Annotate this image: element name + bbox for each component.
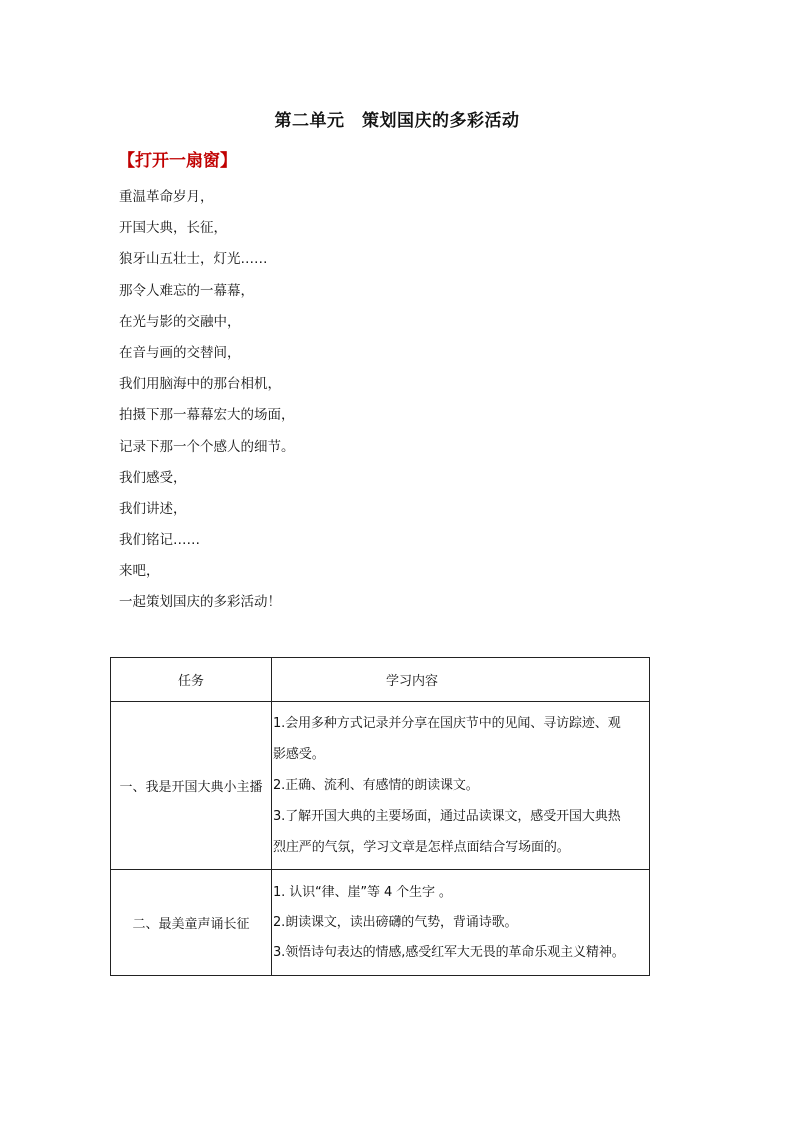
- poem-line: 重温革命岁月，: [119, 189, 214, 205]
- content-cell: [272, 870, 650, 976]
- poem-line: 我们铭记……: [119, 532, 200, 549]
- table-header-row: [111, 658, 650, 702]
- table-row: [111, 702, 650, 870]
- task-cell: 二、最美童声诵长征: [111, 870, 272, 976]
- tasks-table: [110, 657, 650, 976]
- content-line: 影感受。: [273, 747, 325, 762]
- content-line: 2.朗读课文，读出磅礴的气势，背诵诗歌。: [273, 914, 518, 930]
- poem: [119, 182, 295, 619]
- poem-line: 一起策划国庆的多彩活动！: [119, 594, 281, 611]
- page-title: 第二单元 策划国庆的多彩活动: [274, 111, 520, 131]
- content-line: 1. 认识“律、崖”等 4 个生字 。: [273, 884, 452, 900]
- section-heading: 【打开一扇窗】: [118, 151, 237, 171]
- content-line: 3.领悟诗句表达的情感,感受红军大无畏的革命乐观主义精神。: [273, 944, 625, 960]
- poem-line: 我们感受，: [119, 469, 187, 486]
- poem-line: 拍摄下那一幕幕宏大的场面，: [119, 407, 295, 424]
- content-cell: [272, 702, 650, 870]
- poem-line: 在音与画的交替间，: [119, 344, 241, 361]
- content-line: 2.正确、流利、有感情的朗读课文。: [273, 778, 479, 793]
- content-line: 1.会用多种方式记录并分享在国庆节中的见闻、寻访踪迹、观: [273, 716, 621, 731]
- header-task: 任务: [111, 658, 272, 702]
- poem-line: 记录下那一个个感人的细节。: [119, 438, 295, 455]
- content-line: 3.了解开国大典的主要场面，通过品读课文，感受开国大典热: [273, 809, 621, 824]
- task-cell: 一、我是开国大典小主播: [111, 702, 272, 870]
- table-row: [111, 870, 650, 976]
- poem-line: 狼牙山五壮士，灯光……: [119, 251, 268, 268]
- header-content: 学习内容: [272, 658, 650, 702]
- poem-line: 那令人难忘的一幕幕，: [119, 282, 254, 299]
- poem-line: 开国大典，长征，: [119, 220, 227, 237]
- content-line: 烈庄严的气氛，学习文章是怎样点面结合写场面的。: [273, 840, 570, 855]
- poem-line: 我们用脑海中的那台相机，: [119, 376, 281, 393]
- poem-line: 我们讲述，: [119, 500, 187, 517]
- poem-line: 在光与影的交融中，: [119, 313, 241, 330]
- poem-line: 来吧，: [119, 563, 160, 580]
